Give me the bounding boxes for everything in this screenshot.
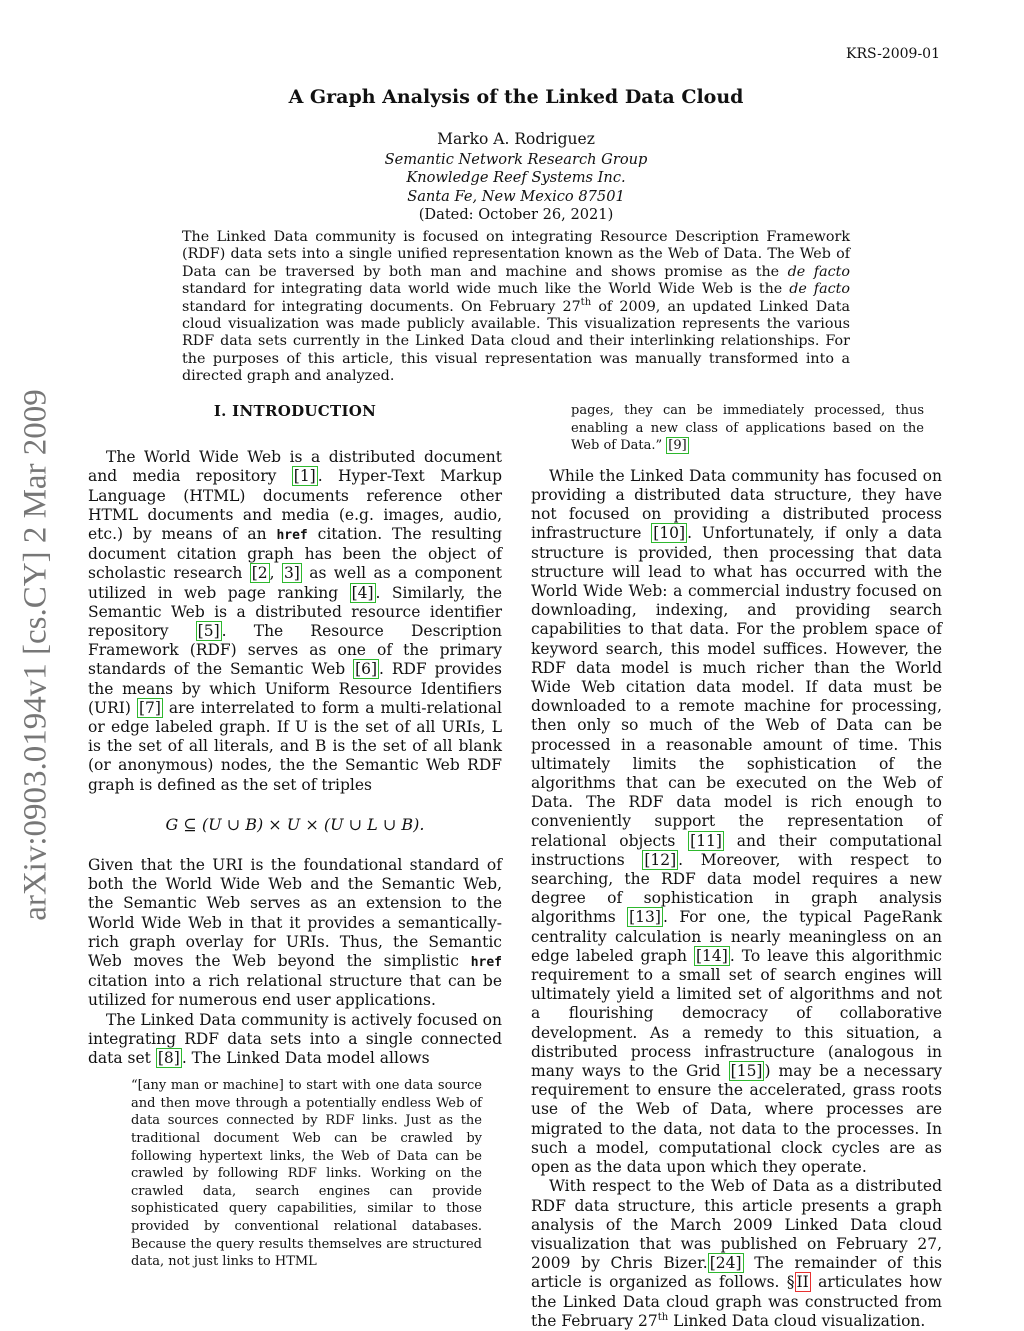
citation-link[interactable]: 3] [283, 564, 300, 583]
block-quote-continued: pages, they can be immediately processed, thus enabling a new class of applications based on the Web of Data.” [9] [571, 403, 924, 454]
intro-paragraph-1: The World Wide Web is a distributed document and media repository [1] . Hyper-Text Markup Language (HTML) documents reference other HTML documents and media (e.g. images, audio, etc.) by means of an href citation. The resulting document citation graph has been the object of scholastic research [2 , 3] as well as a component utilized in web page ranking [4] . Similarly, the Semantic Web is a distributed resource identifier repository [5] . The Resource Description Framework (RDF) serves as one of the primary standards of the Semantic Web [6] . RDF provides the means by which Uniform Resource Identifiers (URI) [7] are interrelated to form a multi-relational or edge labeled graph. If U is the set of all URIs, L is the set of all literals, and B is the set of all blank (or anonymous) nodes, the the Semantic Web RDF graph is defined as the set of triples [88, 448, 502, 794]
citation-link[interactable]: [10] [653, 524, 686, 543]
block-quote: “[any man or machine] to start with one data source and then move through a potentially endless Web of data sources connected by RDF links. Just as the traditional document Web can be crawled by following hypertext links, the Web of Data can be crawled by following RDF links. Working on the crawled data, search engines can provide sophisticated query capabilities, similar to those provided by conventional relational databases. Because the query results themselves are structured data, not just links to HTML [131, 1078, 482, 1270]
report-number: KRS-2009-01 [845, 46, 940, 62]
dated-line: (Dated: October 26, 2021) [418, 206, 614, 223]
intro-paragraph-3: The Linked Data community is actively focused on integrating RDF data sets into a single connected data set [8] . The Linked Data model allows [88, 1010, 502, 1068]
citation-link[interactable]: [8] [157, 1049, 180, 1068]
abstract-paragraph: The Linked Data community is focused on integrating Resource Description Framework (RDF) data sets into a single unified representation known as the Web of Data. The Web of Data can be traversed by both man and machine and shows promise as the de facto standard for integrating data world wide much like the World Wide Web is the de facto standard for integrating documents. On February 27th of 2009, an updated Linked Data cloud visualization was made publicly available. This visualization represents the various RDF data sets currently in the Linked Data cloud and their interlinking relationships. For the purposes of this article, this visual representation was manually transformed into a directed graph and analyzed. [182, 229, 851, 385]
body-paragraph-2: With respect to the Web of Data as a distributed RDF data structure, this article presents a graph analysis of the March 2009 Linked Data cloud visualization that was published on February 27, 2009 by Chris Bizer. [24] The remainder of this article is organized as follows. § II articulates how the Linked Data cloud graph was constructed from the February 27th Linked Data cloud visualization. [531, 1177, 943, 1330]
arxiv-identifier-text: arXiv:0903.0194v1 [cs.CY] 2 Mar 2009 [17, 389, 54, 921]
affiliation-location: Santa Fe, New Mexico 87501 [407, 187, 625, 205]
intro-paragraph-2: Given that the URI is the foundational standard of both the World Wide Web and the Semantic Web, the Semantic Web serves as an extension to the World Wide Web in that it provides a semantically-rich graph overlay for URIs. Thus, the Semantic Web moves the Web beyond the simplistic href citation into a rich relational structure that can be utilized for numerous end user applications. [88, 856, 502, 1010]
citation-link[interactable]: [11] [690, 831, 722, 850]
citation-link[interactable]: [6] [355, 660, 378, 679]
citation-link[interactable]: [14] [696, 946, 728, 965]
citation-link[interactable]: [4] [351, 583, 374, 602]
citation-link[interactable]: [15] [730, 1062, 763, 1081]
citation-link[interactable]: [24] [709, 1254, 742, 1273]
citation-link[interactable]: [7] [138, 698, 161, 717]
section-link[interactable]: II [796, 1273, 809, 1292]
right-column [531, 402, 942, 1331]
affiliation-group: Semantic Network Research Group [384, 150, 648, 168]
citation-link[interactable]: [12] [644, 850, 677, 869]
affiliation-company: Knowledge Reef Systems Inc. [406, 169, 626, 186]
citation-link[interactable]: [1] [293, 467, 316, 486]
author-name: Marko A. Rodriguez [437, 130, 595, 148]
abstract [182, 229, 850, 386]
citation-link[interactable]: [13] [629, 908, 661, 927]
paper-title: A Graph Analysis of the Linked Data Cloud [288, 86, 744, 108]
left-column [88, 402, 502, 1271]
citation-link[interactable]: [9] [668, 438, 687, 454]
citation-link[interactable]: [5] [197, 622, 220, 641]
section-heading: I. INTRODUCTION [213, 402, 377, 420]
citation-link[interactable]: [2 [251, 564, 268, 583]
arxiv-identifier [6, 365, 66, 945]
triple-equation: G ⊆ (U ∪ B) × U × (U ∪ L ∪ B). [165, 814, 425, 834]
author-block [0, 130, 1024, 225]
body-paragraph-1: While the Linked Data community has focused on providing a distributed data structure, they have not focused on providing a distributed process infrastructure [10] . Unfortunately, if only a data structure is provided, then processing that data structure will lead to what has occurred with the World Wide Web: a commercial industry focused on downloading, indexing, and providing search capabilities to that data. For the problem space of keyword search, this model suffices. However, the RDF data model is much richer than the World Wide Web citation data model. If data must be downloaded to a remote machine for processing, then only so much of the Web of Data can be processed in a reasonable amount of time. This ultimately limits the sophistication of the algorithms that can be executed on the Web of Data. The RDF data model is rich enough to conveniently support the representation of relational objects [11] and their computational instructions [12] . Moreover, with respect to searching, the RDF data model requires a new degree of sophistication in graph analysis algorithms [13] . For one, the typical PageRank centrality calculation is nearly meaningless on an edge labeled graph [14] . To leave this algorithmic requirement to a small set of search engines will ultimately yield a limited set of algorithms and not a flourishing democracy of collaborative development. As a remedy to this situation, a distributed process infrastructure (analogous in many ways to the Grid [15] ) may be a necessary requirement to ensure the accelerated, grass roots use of the Web of Data, where processes are migrated to the data, not data to the processes. In such a model, computational clock cycles are as open as the data upon which they operate. [531, 466, 942, 1177]
